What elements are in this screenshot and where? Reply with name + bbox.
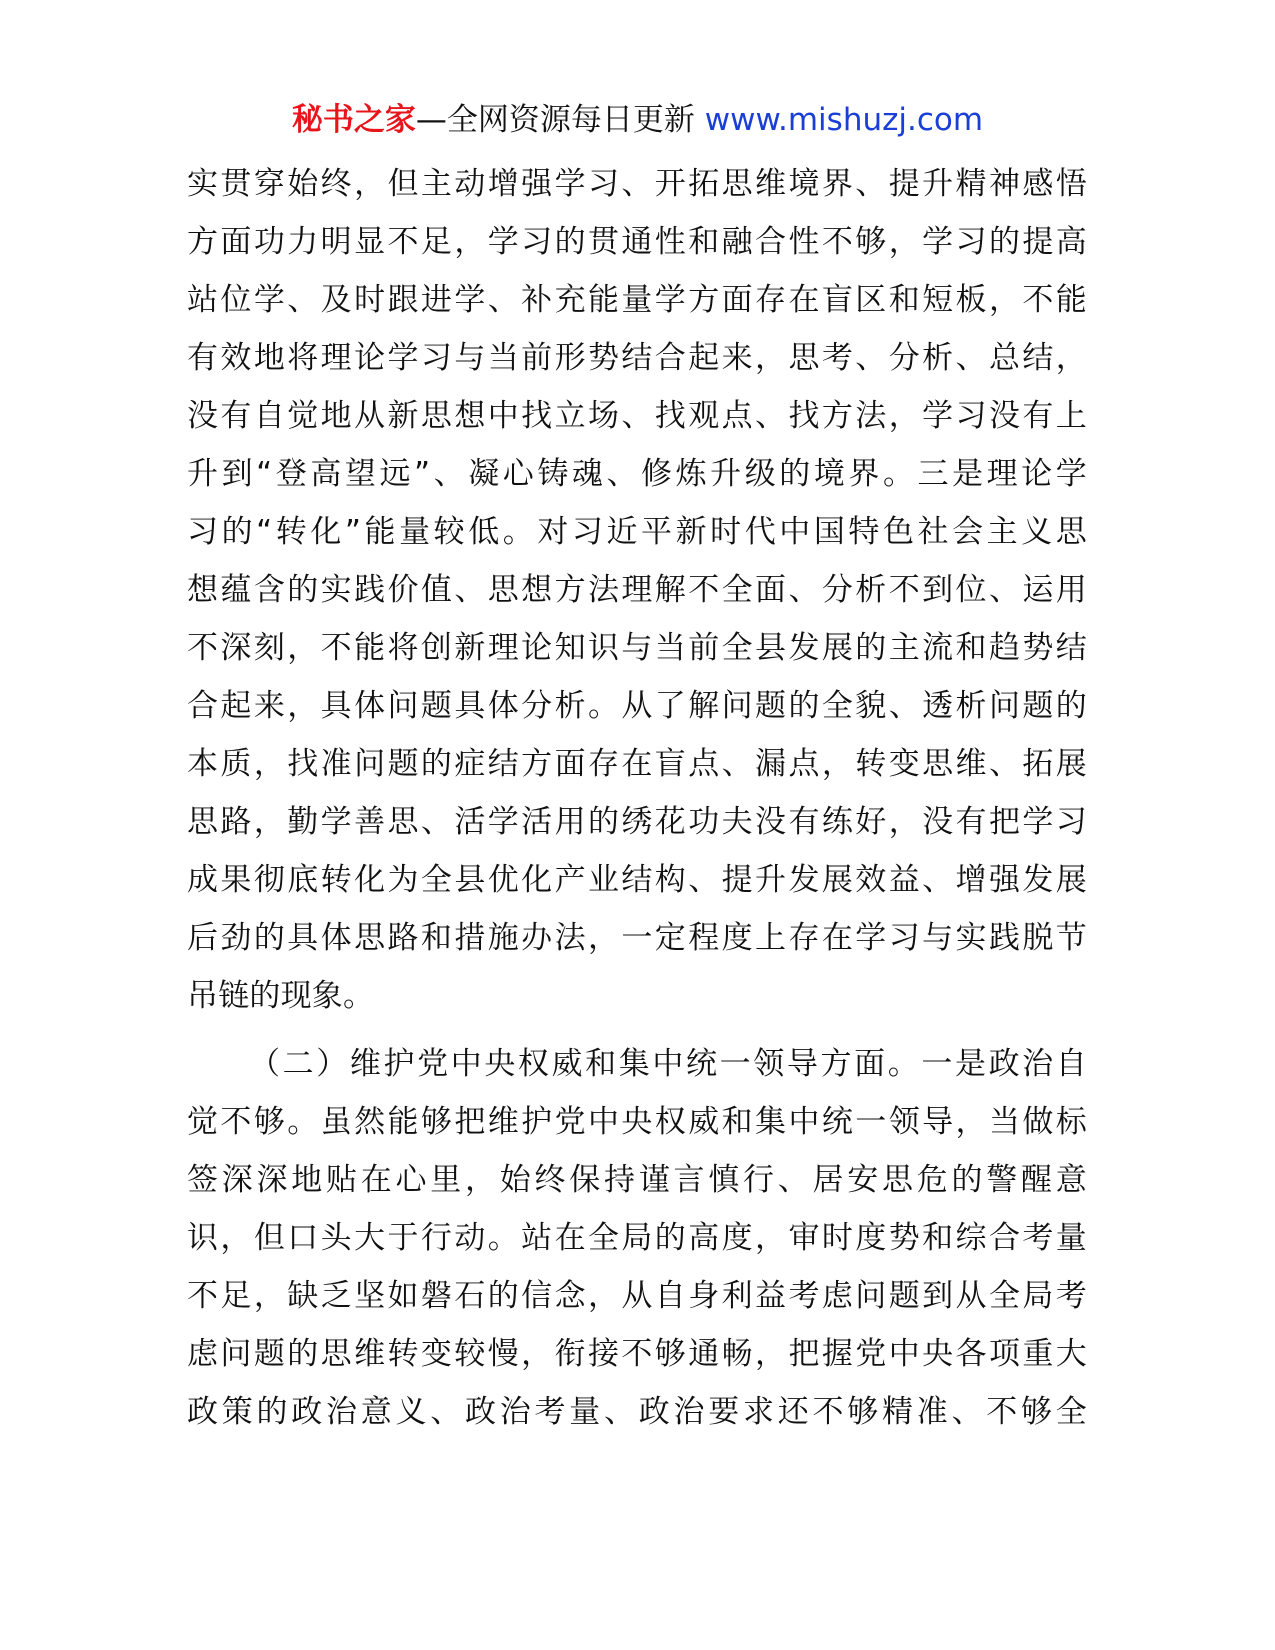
- text-line: 没有自觉地从新思想中找立场、找观点、找方法，学习没有上: [187, 398, 1087, 434]
- text-line: 有效地将理论学习与当前形势结合起来，思考、分析、总结，: [187, 340, 1087, 376]
- text-line: 方面功力明显不足，学习的贯通性和融合性不够，学习的提高: [187, 224, 1087, 260]
- text-line: 政策的政治意义、政治考量、政治要求还不够精准、不够全: [187, 1394, 1087, 1430]
- text-line: 习的“转化”能量较低。对习近平新时代中国特色社会主义思: [187, 514, 1087, 550]
- text-line: 想蕴含的实践价值、思想方法理解不全面、分析不到位、运用: [187, 572, 1087, 608]
- text-line: 签深深地贴在心里，始终保持谨言慎行、居安思危的警醒意: [187, 1162, 1087, 1198]
- text-line: 思路，勤学善思、活学活用的绣花功夫没有练好，没有把学习: [187, 804, 1087, 840]
- paragraph-gap: [187, 1025, 1087, 1035]
- text-line: 虑问题的思维转变较慢，衔接不够通畅，把握党中央各项重大: [187, 1336, 1087, 1372]
- text-line: 觉不够。虽然能够把维护党中央权威和集中统一领导，当做标: [187, 1104, 1087, 1140]
- text-line: 不足，缺乏坚如磐石的信念，从自身利益考虑问题到从全局考: [187, 1278, 1087, 1314]
- text-line: 成果彻底转化为全县优化产业结构、提升发展效益、增强发展: [187, 862, 1087, 898]
- text-line: 识，但口头大于行动。站在全局的高度，审时度势和综合考量: [187, 1220, 1087, 1256]
- text-line: 实贯穿始终，但主动增强学习、开拓思维境界、提升精神感悟: [187, 166, 1087, 202]
- text-line: 吊链的现象。: [187, 978, 375, 1014]
- text-line: （二）维护党中央权威和集中统一领导方面。一是政治自: [249, 1046, 1087, 1082]
- header-brand: 秘书之家: [291, 102, 416, 138]
- text-line: 站位学、及时跟进学、补充能量学方面存在盲区和短板，不能: [187, 282, 1087, 318]
- header-tagline: —全网资源每日更新: [415, 102, 705, 138]
- text-line: 本质，找准问题的症结方面存在盲点、漏点，转变思维、拓展: [187, 746, 1087, 782]
- document-body: [187, 155, 1087, 1441]
- text-line: 不深刻，不能将创新理论知识与当前全县发展的主流和趋势结: [187, 630, 1087, 666]
- header-url[interactable]: www.mishuzj.com: [704, 102, 984, 138]
- page-header: [0, 100, 1275, 140]
- paragraph-1: [187, 155, 1087, 1025]
- text-line: 合起来，具体问题具体分析。从了解问题的全貌、透析问题的: [187, 688, 1087, 724]
- text-line: 升到“登高望远”、凝心铸魂、修炼升级的境界。三是理论学: [187, 456, 1087, 492]
- text-line: 后劲的具体思路和措施办法，一定程度上存在学习与实践脱节: [187, 920, 1087, 956]
- paragraph-2: [187, 1035, 1087, 1441]
